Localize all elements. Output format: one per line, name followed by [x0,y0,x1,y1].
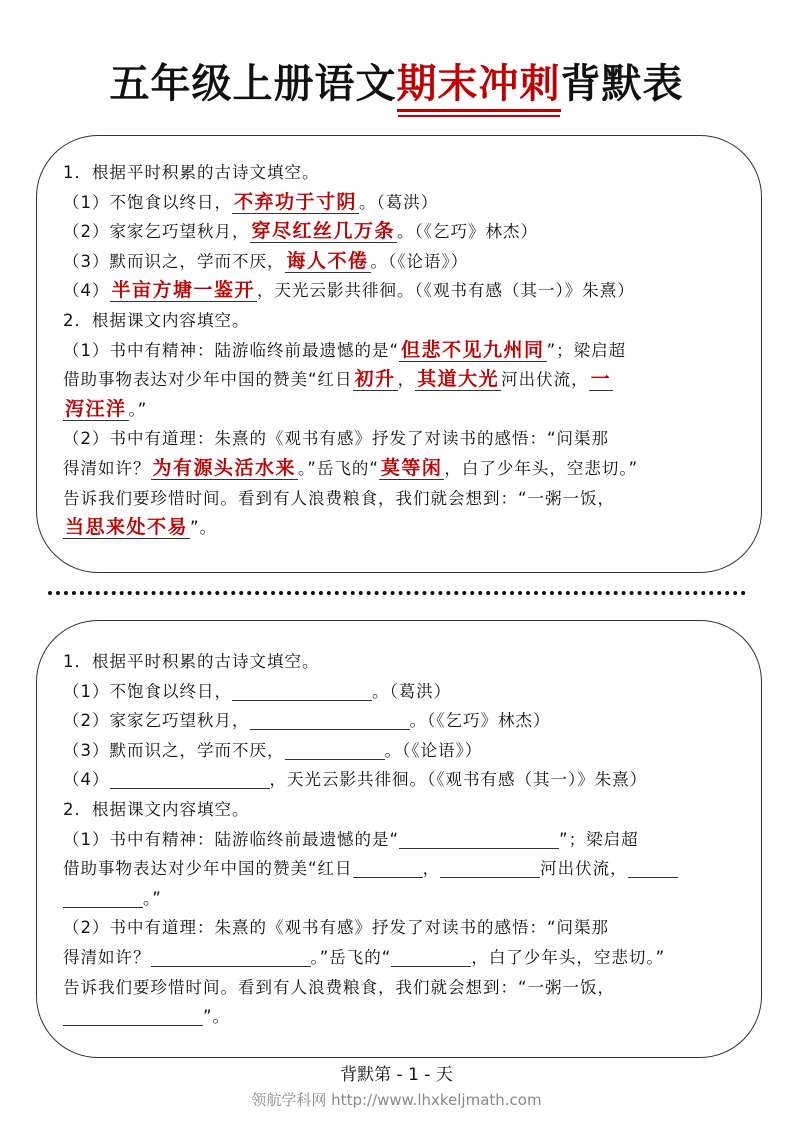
text-line [63,854,739,884]
text-line [63,736,739,766]
text-line [63,247,739,277]
answer-blank[interactable] [250,709,410,730]
prompt-text: ， [397,370,416,390]
page-label: 背默第 - 1 - 天 [340,1065,453,1085]
prompt-text: 告诉我们要珍惜时间。看到有人浪费粮食，我们就会想到：“一粥一饭， [63,977,616,997]
dotted-divider [48,591,746,595]
prompt-text: 1．根据平时积累的古诗文填空。 [63,652,320,671]
text-line [63,365,739,395]
text-line [63,424,739,454]
prompt-text: 。（《论语》） [370,251,469,271]
prompt-text: （1）书中有精神：陆游临终前最遗憾的是“ [63,340,400,360]
answer-blank[interactable] [628,857,678,878]
prompt-text: 得清如许？ [63,458,151,478]
answer-text: 一 [590,368,612,391]
text-line [63,484,739,514]
prompt-text: ，天光云影共徘徊。（《观书有感（其一）》朱熹） [269,770,648,790]
prompt-text: 2．根据课文内容填空。 [63,799,250,819]
answer-text: 诲人不倦 [286,249,369,272]
prompt-text: ”；梁启超 [546,340,627,360]
text-line [63,454,739,484]
prompt-text: （4） [63,281,110,301]
prompt-text: （1）不饱食以终日， [63,192,232,212]
title-suffix: 背默表 [560,61,684,107]
prompt-text: （4） [63,770,110,790]
answer-text: 泻汪洋 [65,397,127,420]
prompt-text: （2）家家乞巧望秋月， [63,222,250,242]
prompt-text: 。” [128,399,148,419]
text-line [63,943,739,973]
text-line [63,513,739,543]
prompt-text: 。” [143,888,162,908]
prompt-text: 借助事物表达对少年中国的赞美“红日 [63,370,353,390]
text-line [63,395,739,425]
answer-blank[interactable] [440,857,540,878]
prompt-text: 河出伏流， [501,370,589,390]
prompt-text: （2）家家乞巧望秋月， [63,711,250,731]
text-line [63,276,739,306]
prompt-text: （1）不饱食以终日， [63,681,232,701]
answer-blank[interactable] [391,946,471,967]
text-line [63,884,739,914]
text-line [63,1002,739,1032]
prompt-text: 告诉我们要珍惜时间。看到有人浪费粮食，我们就会想到：“一粥一饭， [63,488,616,508]
prompt-text: 河出伏流， [540,859,628,879]
answer-blank[interactable] [232,680,372,701]
text-line [63,973,739,1003]
prompt-text: ”；梁启超 [559,829,639,849]
answer-blank[interactable] [353,857,423,878]
text-line [63,825,739,855]
prompt-text: ， [422,859,441,879]
page-title [0,52,793,109]
prompt-text: 。”岳飞的“ [298,458,379,478]
text-line [63,217,739,247]
text-line [63,913,739,943]
prompt-text: 2．根据课文内容填空。 [63,310,250,330]
answer-blank[interactable] [63,1005,203,1026]
text-line [63,158,739,188]
text-line [63,647,739,677]
watermark: 领航学科网 http://www.lhxkeljmath.com [251,1091,542,1109]
answer-text: 半亩方塘一鉴开 [111,279,256,302]
blank-practice-box [36,620,762,1058]
prompt-text: 。”岳飞的“ [310,947,392,967]
prompt-text: 。（葛洪） [372,681,452,701]
answer-text: 其道大光 [417,368,500,391]
answer-text: 不弃功于寸阴 [234,190,358,213]
prompt-text: （2）书中有道理：朱熹的《观书有感》抒发了对读书的感悟：“问渠那 [63,429,610,449]
text-line [63,795,739,825]
prompt-text: ”。 [203,1007,231,1027]
text-line [63,336,739,366]
answer-text: 穿尽红丝几万条 [251,220,396,243]
text-line [63,706,739,736]
prompt-text: （3）默而识之，学而不厌， [63,251,285,271]
answer-text: 莫等闲 [380,456,443,479]
answer-text: 但悲不见九州同 [401,338,545,361]
prompt-text: ，白了少年头，空悲切。” [471,947,666,967]
prompt-text: （3）默而识之，学而不厌， [63,740,285,760]
answer-blank[interactable] [285,739,385,760]
prompt-text: 1．根据平时积累的古诗文填空。 [63,163,320,182]
prompt-text: 得清如许？ [63,947,151,967]
answer-blank[interactable] [399,828,559,849]
prompt-text: ，天光云影共徘徊。（《观书有感（其一）》朱熹） [257,281,635,301]
prompt-text: 。（《乞巧》林杰） [409,711,551,731]
prompt-text: ，白了少年头，空悲切。” [444,458,639,478]
answer-text: 当思来处不易 [65,516,189,539]
title-prefix: 五年级上册语文 [109,61,397,107]
title-highlight: 期末冲刺 [397,61,561,112]
answer-blank[interactable] [63,887,143,908]
prompt-text: ”。 [190,518,218,538]
text-line [63,306,739,336]
answer-sheet-box [36,135,762,573]
text-line [63,188,739,218]
answer-text: 初升 [354,368,396,391]
prompt-text: 。（葛洪） [359,192,439,212]
prompt-text: 借助事物表达对少年中国的赞美“红日 [63,859,353,879]
answer-blank[interactable] [110,768,270,789]
answer-text: 为有源头活水来 [152,456,297,479]
prompt-text: （1）书中有精神：陆游临终前最遗憾的是“ [63,829,400,849]
prompt-text: 。（《论语》） [384,740,483,760]
text-line [63,765,739,795]
prompt-text: （2）书中有道理：朱熹的《观书有感》抒发了对读书的感悟：“问渠那 [63,918,610,938]
text-line [63,677,739,707]
answer-blank[interactable] [151,946,311,967]
prompt-text: 。（《乞巧》林杰） [397,222,539,242]
